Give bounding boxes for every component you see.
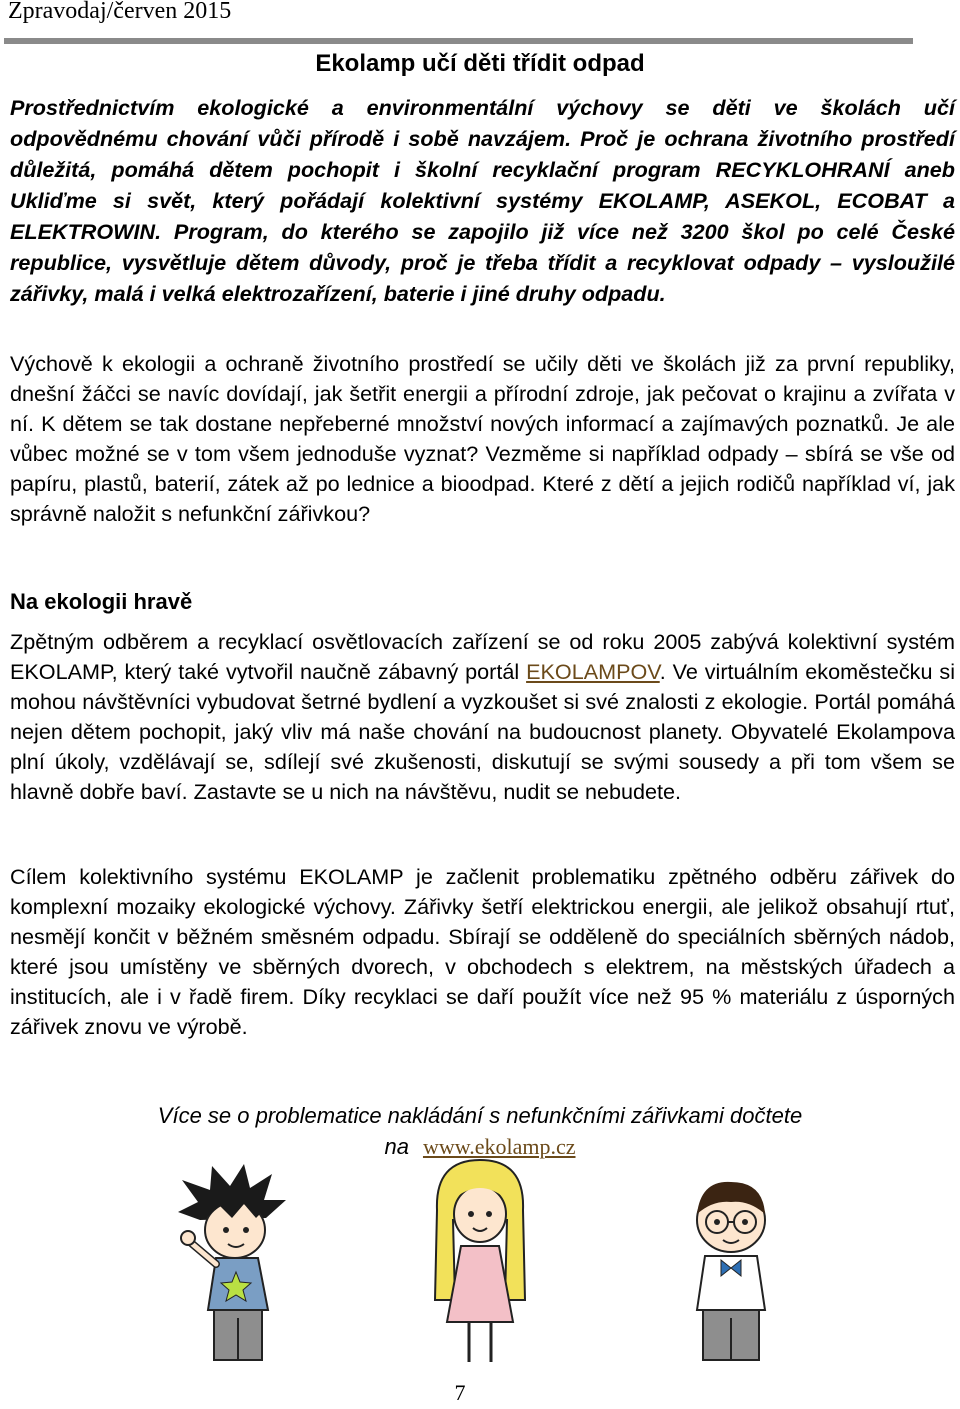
paragraph-2-text-rest: . Ve virtuálním ekoměstečku si mohou návštěvníci vybudovat šetrné bydlení a vyzkoušet si své znalosti z ekologie. Portál pomáhá nejen dětem pochopit, jaký vliv má naše chování na budoucnost planety. Obyvatelé Ekolampova plní úkoly, vzdělávají se, sdílejí své zkušenosti, diskutují se svými sousedy a při tom všem se hlavně dobře baví. Zastavte se u nich na návštěvu, nudit se nebudete. [10, 659, 955, 804]
paragraph-1: Výchově k ekologii a ochraně životního prostředí se učily děti ve školách již za první republiky, dnešní žáčci se navíc dovídají, jak šetřit energii a přírodní zdroje, jak pečovat o krajinu a zvířata v ní. K dětem se tak dostane nepřeberné množství nových informací a zajímavých poznatků. Je ale vůbec možné se v tom všem jednoduše vyznat? Vezměme si například odpady – sbírá se vše od papíru, plastů, baterií, zátek až po lednice a bioodpad. Které z dětí a jejich rodičů například ví, jak správně naložit s nefunkční zářivkou? [10, 351, 955, 526]
closing-line-1: Více se o problematice nakládání s nefunkčními zářivkami dočtete [157, 1103, 803, 1128]
boy-glasses-illustration [665, 1160, 795, 1375]
closing-prefix: na [384, 1134, 409, 1159]
ekolamp-website-link[interactable]: www.ekolamp.cz [422, 1134, 576, 1159]
newsletter-title: Zpravodaj/červen 2015 [8, 0, 232, 24]
paragraph-2-text: Zpětným odběrem a recyklací osvětlovacích zařízení se od roku 2005 zabývá kolektivní systém EKOLAMP, který také vytvořil naučně zábavný portál [10, 629, 955, 684]
paragraph-2 [10, 627, 955, 807]
page-header [0, 0, 960, 48]
header-divider [4, 38, 913, 44]
ekolampov-link[interactable]: EKOLAMPOV [526, 659, 660, 684]
article-title: Ekolamp učí děti třídit odpad [315, 50, 645, 77]
boy-illustration [160, 1160, 300, 1375]
page-number: 7 [454, 1380, 466, 1405]
paragraph-3: Cílem kolektivního systému EKOLAMP je začlenit problematiku zpětného odběru zářivek do komplexní mozaiky ekologické výchovy. Zářivky šetří elektrickou energii, ale jelikož obsahují rtuť, nesmějí končit v běžném směsném odpadu. Sbírají se odděleně do speciálních sběrných nádob, které jsou umístěny ve sběrných dvorech, v obchodech s elektrem, na městských úřadech a institucích, ale i v řadě firem. Díky recyklaci se daří použít více než 95 % materiálu z úsporných zářivek znovu ve výrobě. [10, 864, 955, 1039]
girl-illustration [415, 1150, 545, 1380]
subheading: Na ekologii hravě [10, 589, 193, 614]
article-intro: Prostřednictvím ekologické a environmentální výchovy se děti ve školách učí odpovědnému chování vůči přírodě i sobě navzájem. Proč je ochrana životního prostředí důležitá, pomáhá dětem pochopit i školní recyklační program RECYKLOHRANÍ aneb Ukliďme si svět, který pořádají kolektivní systémy EKOLAMP, ASEKOL, ECOBAT a ELEKTROWIN. Program, do kterého se zapojilo již více než 3200 škol po celé České republice, vysvětluje dětem důvody, proč je třeba třídit a recyklovat odpady – vysloužilé zářivky, malá i velká elektrozařízení, baterie i jiné druhy odpadu. [10, 95, 955, 306]
